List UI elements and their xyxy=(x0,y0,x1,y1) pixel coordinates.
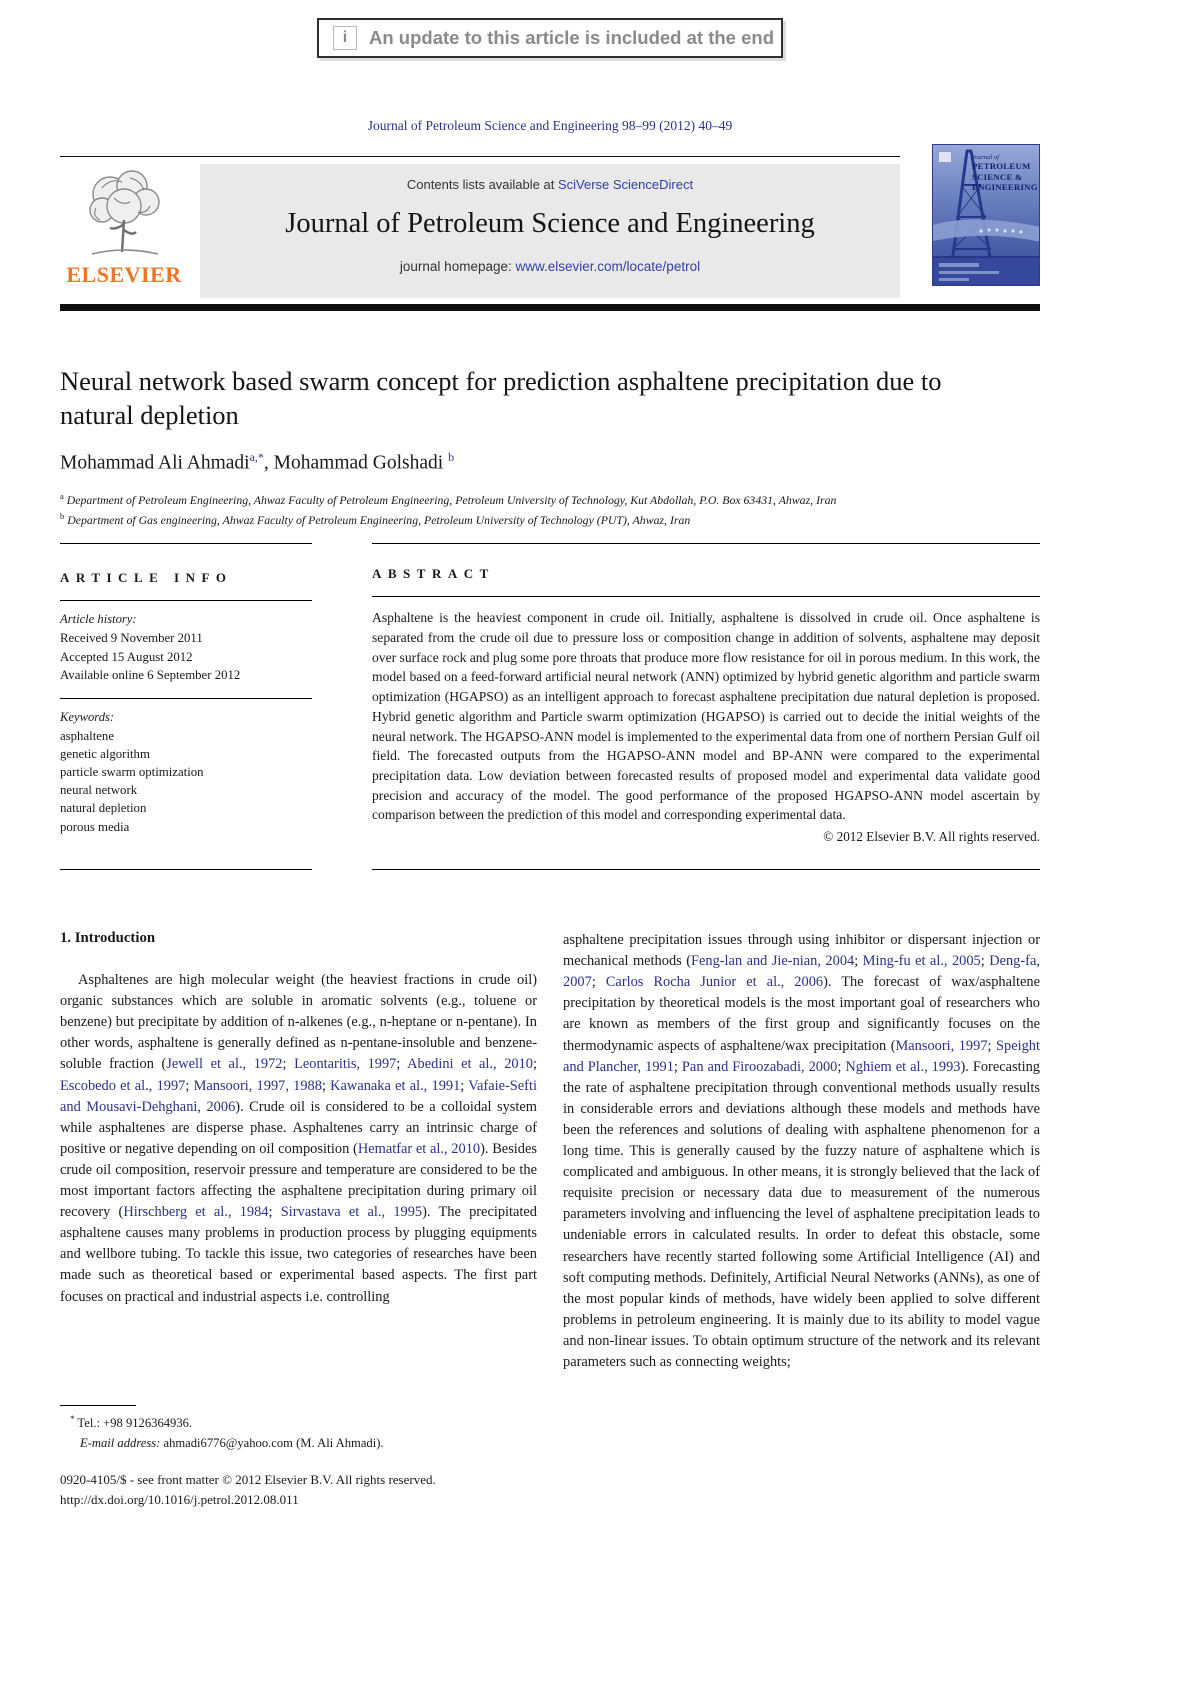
text-segment: ; xyxy=(591,974,606,991)
keyword-item: porous media xyxy=(60,819,130,834)
affiliation-text: Department of Gas engineering, Ahwaz Faculty of Petroleum Engineering, Petroleum University of Technology (PUT), Ahwaz, Iran xyxy=(64,512,691,527)
citation-link[interactable]: Abedini et al., 2010 xyxy=(407,1056,533,1073)
masthead-divider-bar xyxy=(60,304,1040,311)
citation-link[interactable]: Leontaritis, 1997 xyxy=(294,1056,397,1073)
text-segment: ; xyxy=(532,1056,537,1073)
article-history-item: Accepted 15 August 2012 xyxy=(60,649,193,664)
homepage-line xyxy=(210,259,890,274)
text-segment: ; xyxy=(282,1056,295,1073)
text-segment: ; xyxy=(460,1077,469,1094)
issn-copyright-line: 0920-4105/$ - see front matter © 2012 Elsevier B.V. All rights reserved. xyxy=(60,1472,436,1488)
keywords-list xyxy=(60,727,312,836)
divider xyxy=(372,596,1040,597)
homepage-prefix: journal homepage: xyxy=(399,259,516,274)
authors-line xyxy=(60,450,1040,475)
text-segment: ). Crude oil is considered to be a colloidal system while asphaltenes are disperse phase. Asphaltenes carry an intrinsic charge of positive or negative depending on oil composition ( xyxy=(60,1098,537,1157)
text-segment: ; xyxy=(396,1056,408,1073)
contents-line xyxy=(210,177,890,192)
text-segment: ). The precipitated asphaltene causes many problems in production process by plugging equipments and wellbore tubing. To tackle this issue, two categories of researches have been made such as theoretical based or experimental based aspects. The first part focuses on practical and industrial aspects i.e. controlling xyxy=(60,1204,537,1305)
citation-link[interactable]: Speight and Plancher, 1991 xyxy=(563,1037,1040,1075)
journal-homepage-link[interactable]: www.elsevier.com/locate/petrol xyxy=(515,259,701,274)
text-segment: ; xyxy=(321,1077,331,1094)
journal-title: Journal of Petroleum Science and Engineering xyxy=(285,208,815,239)
cover-line: ENGINEERING xyxy=(972,181,1038,192)
doi-link[interactable]: http://dx.doi.org/10.1016/j.petrol.2012.08.011 xyxy=(60,1491,299,1507)
affiliation-text: Department of Petroleum Engineering, Ahwaz Faculty of Petroleum Engineering, Petroleum University of Technology, Kut Abdollah, P.O. Box 63431, Ahwaz, Iran xyxy=(63,492,837,507)
citation-link[interactable]: Deng-fa, 2007 xyxy=(563,953,1040,991)
introduction-paragraph-right xyxy=(563,930,1040,1373)
affiliations xyxy=(60,490,1040,530)
elsevier-tree-icon xyxy=(72,164,176,260)
masthead xyxy=(60,156,1040,298)
text-segment: ; xyxy=(268,1204,281,1221)
citation-link[interactable]: Feng-lan and Jie-nian, 2004 xyxy=(690,953,855,970)
info-icon: i xyxy=(333,26,357,50)
article-history-list xyxy=(60,629,312,683)
divider xyxy=(60,698,312,699)
article-history-item: Available online 6 September 2012 xyxy=(60,667,241,682)
abstract-column xyxy=(372,543,1040,870)
citation-link[interactable]: Kawanaka et al., 1991 xyxy=(330,1077,461,1094)
info-abstract-section xyxy=(60,543,1040,870)
article-title: Neural network based swarm concept for prediction asphaltene precipitation due to natural depletion xyxy=(60,366,942,430)
masthead-box xyxy=(200,164,900,298)
author-name[interactable]: Mohammad Golshadi xyxy=(273,452,444,474)
abstract-heading: ABSTRACT xyxy=(372,566,495,582)
citation-link[interactable]: Pan and Firoozabadi, 2000 xyxy=(681,1058,838,1075)
body-columns xyxy=(60,930,1040,1373)
text-segment: ; xyxy=(673,1058,682,1075)
citation-link[interactable]: Hirschberg et al., 1984 xyxy=(123,1204,269,1221)
citation-link[interactable]: Jewell et al., 1972 xyxy=(166,1056,283,1073)
cover-line: Journal of xyxy=(972,154,999,161)
text-segment: ; xyxy=(987,1037,997,1054)
elsevier-wordmark: ELSEVIER xyxy=(66,262,182,287)
body-column-left xyxy=(60,930,537,1373)
elsevier-logo[interactable] xyxy=(60,164,188,298)
affiliation-marker: b xyxy=(60,510,65,521)
masthead-left xyxy=(60,156,900,298)
citation-link[interactable]: Carlos Rocha Junior et al., 2006 xyxy=(605,974,824,991)
article-info-column xyxy=(60,543,312,870)
text-segment: ; xyxy=(837,1058,846,1075)
citation-link[interactable]: Mansoori, 1997, 1988 xyxy=(193,1077,322,1094)
footnote-tel-text: Tel.: +98 9126364936. xyxy=(74,1416,193,1431)
footnote-rule xyxy=(60,1405,136,1406)
cover-title xyxy=(972,154,1038,192)
affiliation-line xyxy=(60,490,1040,510)
journal-cover-thumbnail[interactable] xyxy=(932,144,1040,286)
journal-citation: Journal of Petroleum Science and Engineering 98–99 (2012) 40–49 xyxy=(367,118,733,133)
author-name[interactable]: Mohammad Ali Ahmadi xyxy=(60,452,250,474)
citation-link[interactable]: Ming-fu et al., 2005 xyxy=(862,953,981,970)
text-segment: ; xyxy=(185,1077,194,1094)
cover-publisher-mark xyxy=(938,151,952,163)
affiliation-marker: a xyxy=(60,490,64,501)
keywords-label: Keywords: xyxy=(60,709,115,724)
footnote-email xyxy=(60,1434,540,1454)
author-affiliation-marker[interactable]: a,* xyxy=(249,450,264,465)
author-affiliation-marker[interactable]: b xyxy=(448,450,455,465)
authors-separator: , xyxy=(263,452,274,474)
keyword-item: genetic algorithm xyxy=(60,747,150,761)
email-address[interactable]: ahmadi6776@yahoo.com (M. Ali Ahmadi). xyxy=(160,1435,384,1450)
keyword-item: neural network xyxy=(60,783,138,798)
keyword-item: natural depletion xyxy=(60,801,147,816)
citation-link[interactable]: Mansoori, 1997 xyxy=(895,1037,988,1054)
section-heading-introduction: 1. Introduction xyxy=(60,930,156,947)
citation-link[interactable]: Escobedo et al., 1997 xyxy=(60,1077,186,1094)
article-info-heading: ARTICLE INFO xyxy=(60,570,233,586)
cover-line: SCIENCE & xyxy=(972,171,1023,182)
contents-prefix: Contents lists available at xyxy=(406,177,558,192)
article-history-label: Article history: xyxy=(60,612,137,627)
email-label: E-mail address: xyxy=(80,1435,161,1450)
footnote-tel xyxy=(60,1413,540,1434)
abstract-text: Asphaltene is the heaviest component in crude oil. Initially, asphaltene is dissolved in crude oil. Once asphaltene is separated from the crude oil due to pressure loss or composition change in addition of solvents, asphaltene may deposit over surface rock and plug some pore throats that produce more flow resistance for oil in porous medium. In this work, the model based on a feed-forward artificial neural network (ANN) optimized by hybrid genetic algorithm and particle swarm optimization (HGAPSO) as an intelligent approach to forecast asphaltene precipitation due natural depletion is proposed. Hybrid genetic algorithm and Particle swarm optimization (HGAPSO) is carried out to decide the initial weights of the neural network. The HGAPSO-ANN model is implemented to the experimental data from one of northern Persian Gulf oil field. The forecasted outputs from the HGAPSO-ANN model and BP-ANN were compared to the experimental precipitation data. Low deviation between forecasted results of proposed model and experimental data validate good precision and accuracy of the model. The good performance of the proposed HGAPSO-ANN model ascertain by comparison between the prediction of this model and corresponding experimental data. xyxy=(372,610,1040,823)
footnote-marker: * xyxy=(70,1414,75,1425)
keyword-item: asphaltene xyxy=(60,728,115,743)
citation-link[interactable]: Vafaie-Sefti and Mousavi-Dehghani, 2006 xyxy=(60,1077,537,1115)
keyword-item: particle swarm optimization xyxy=(60,765,204,780)
text-segment: ). Forecasting the rate of asphaltene precipitation through conventional methods usually results in considerable errors and deviations although these models and methods have been the references and solutions of dealing with asphaltene phenomenon for a long time. This is generally caused by the fuzzy nature of asphaltene which is complicated and ambiguous. In other means, it is strongly believed that the lack of requisite precision or necessary data due to measurement of the numerous parameters involving and influencing the level of asphaltene precipitation leads to undeniable errors in calculated results. In order to defeat this obstacle, some researchers have recently started following some Artificial Intelligence (AI) and soft computing methods. Definitely, Artificial Neural Networks (ANNs), as one of the most popular kinds of methods, have widely been applied to solve different problems in petroleum engineering. It is mainly due to its ability to model vague and non-linear issues. To obtain optimum structure of the network and its relevant parameters such as connecting weights; xyxy=(563,1058,1040,1370)
article-history-item: Received 9 November 2011 xyxy=(60,631,203,646)
page-footer xyxy=(60,1470,1040,1509)
abstract-copyright: © 2012 Elsevier B.V. All rights reserved. xyxy=(823,829,1040,845)
keywords-block xyxy=(60,710,312,836)
cover-line: PETROLEUM xyxy=(972,161,1031,172)
citation-link[interactable]: Hematfar et al., 2010 xyxy=(357,1140,481,1157)
sciverse-sciencedirect-link[interactable]: SciVerse ScienceDirect xyxy=(557,177,694,192)
journal-page xyxy=(60,18,1040,1509)
text-segment: ; xyxy=(980,953,990,970)
update-notice-text: An update to this article is included at the end xyxy=(369,27,774,48)
divider xyxy=(60,600,312,601)
citation-link[interactable]: Nghiem et al., 1993 xyxy=(845,1058,961,1075)
author-footnote xyxy=(60,1405,540,1453)
text-segment: Asphaltenes are high molecular weight (the heaviest fractions in crude oil) organic substances which are soluble in aromatic solvents (e.g., toluene or benzene) but precipitate by addition of n-alkenes (e.g., n-heptane or n-pentane). In other words, asphaltene is generally defined as n-pentane-insoluble and benzene-soluble fraction ( xyxy=(60,972,537,1073)
citation-link[interactable]: Sirvastava et al., 1995 xyxy=(280,1204,423,1221)
update-notice-banner[interactable] xyxy=(317,18,783,58)
text-segment: ). The forecast of wax/asphaltene precipitation by theoretical models is the most important goal of researchers who are known as members of the first group and significantly focuses on the thermodynamic aspects of asphaltene/wax precipitation ( xyxy=(563,974,1040,1054)
introduction-paragraph-left xyxy=(60,970,537,1308)
text-segment: ; xyxy=(854,953,863,970)
affiliation-line xyxy=(60,510,1040,530)
text-segment: ). Besides crude oil composition, reservoir pressure and temperature are considered to be the most important factors affecting the asphaltene precipitation during primary oil recovery ( xyxy=(60,1140,537,1221)
body-column-right xyxy=(563,930,1040,1373)
text-segment: asphaltene precipitation issues through using inhibitor or dispersant injection or mechanical methods ( xyxy=(563,932,1040,970)
